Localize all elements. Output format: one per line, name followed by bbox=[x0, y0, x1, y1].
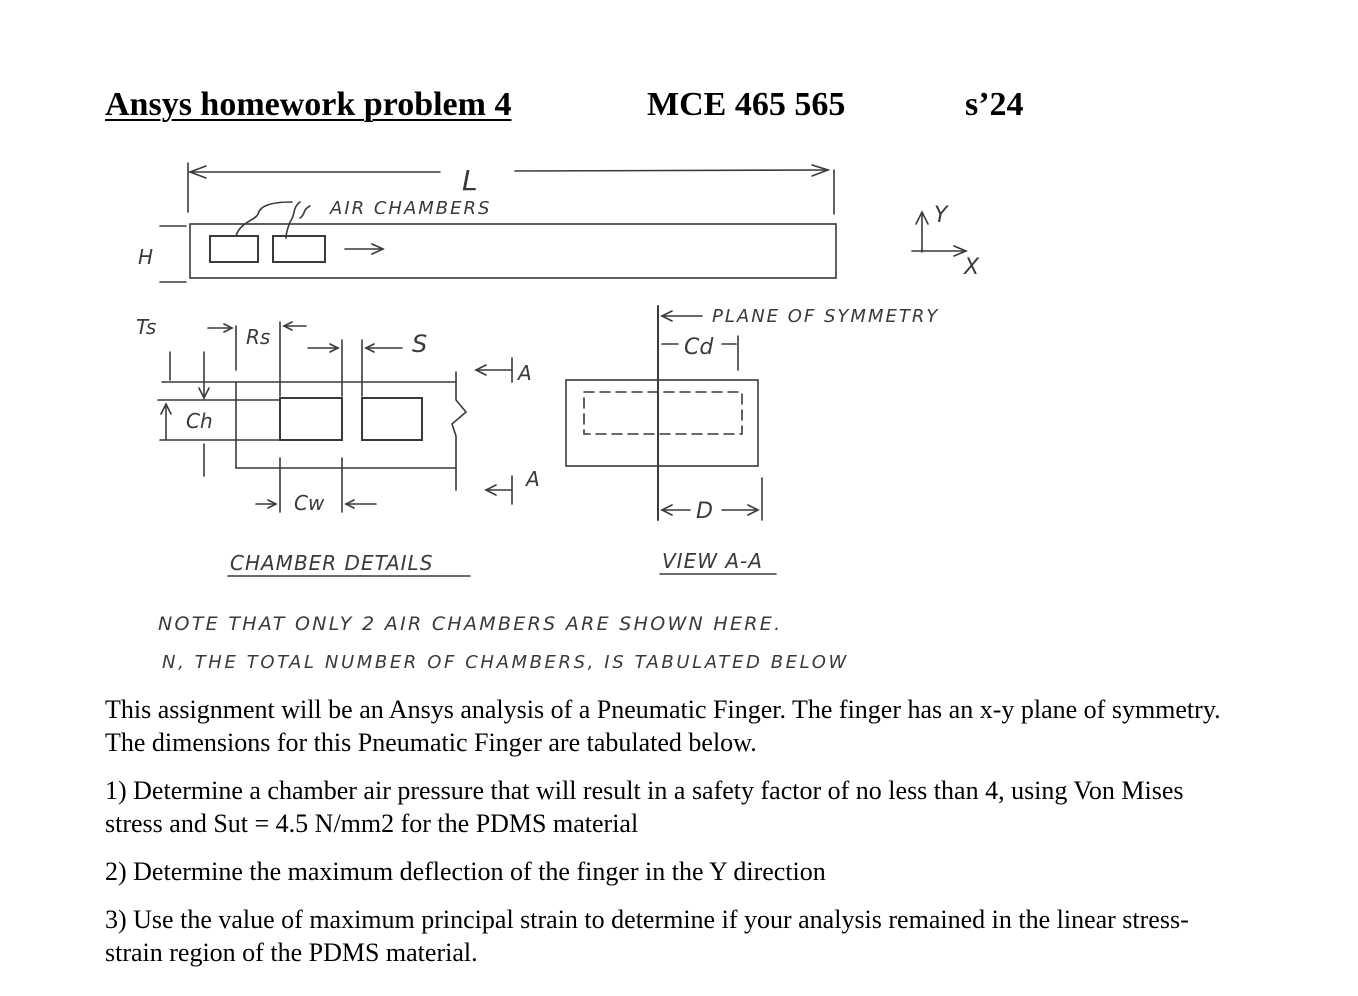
label-axis-x: X bbox=[964, 255, 980, 280]
label-Cw: Cw bbox=[294, 491, 325, 515]
label-D: D bbox=[696, 499, 713, 524]
caption-chamber-details: CHAMBER DETAILS bbox=[230, 551, 434, 575]
label-Rs: Rs bbox=[246, 325, 271, 349]
view-aa-chamber-hidden bbox=[584, 392, 742, 434]
label-plane-of-symmetry: PLANE OF SYMMETRY bbox=[712, 306, 940, 327]
detail-chamber-1 bbox=[280, 398, 342, 440]
course-number: MCE 465 565 bbox=[647, 86, 846, 123]
detail-chamber-2 bbox=[362, 398, 422, 440]
label-L: L bbox=[462, 164, 478, 197]
label-Ts: Ts bbox=[136, 315, 157, 339]
label-Cd: Cd bbox=[684, 335, 714, 360]
label-A-bottom: A bbox=[526, 467, 540, 491]
dim-L-line-right bbox=[515, 170, 828, 171]
question-2: 2) Determine the maximum deflection of the finger in the Y direction bbox=[105, 857, 826, 886]
term-label: s’24 bbox=[965, 86, 1024, 123]
intro-paragraph: This assignment will be an Ansys analysis of a Pneumatic Finger. The finger has an x-y plane of symmetry. The dimensions for this Pneumatic Finger are tabulated below. bbox=[105, 695, 1221, 757]
label-A-top: A bbox=[518, 361, 532, 385]
question-1: 1) Determine a chamber air pressure that will result in a safety factor of no less than 4, using Von Mises stress and Sut = 4.5 N/mm2 for the PDMS material bbox=[105, 776, 1184, 838]
air-chambers-leader-3 bbox=[300, 206, 310, 218]
label-S: S bbox=[412, 330, 428, 358]
label-H: H bbox=[138, 245, 154, 269]
label-axis-y: Y bbox=[934, 203, 948, 228]
question-3: 3) Use the value of maximum principal strain to determine if your analysis remained in the linear stress-strain region of the PDMS material. bbox=[105, 905, 1189, 967]
view-aa-outline bbox=[566, 380, 758, 466]
label-air-chambers: AIR CHAMBERS bbox=[330, 198, 492, 219]
detail-break-line bbox=[452, 372, 466, 490]
assignment-title: Ansys homework problem 4 bbox=[105, 86, 512, 123]
air-chambers-leader-1 bbox=[236, 202, 292, 236]
note-line-1: NOTE THAT ONLY 2 AIR CHAMBERS ARE SHOWN HERE. bbox=[158, 613, 783, 635]
air-chambers-leader-2 bbox=[286, 202, 300, 238]
note-line-2: N, THE TOTAL NUMBER OF CHAMBERS, IS TABULATED BELOW bbox=[162, 652, 849, 673]
caption-view-aa: VIEW A-A bbox=[662, 549, 763, 573]
label-Ch: Ch bbox=[186, 409, 213, 433]
air-chamber-2 bbox=[273, 236, 325, 262]
air-chamber-1 bbox=[210, 236, 258, 262]
